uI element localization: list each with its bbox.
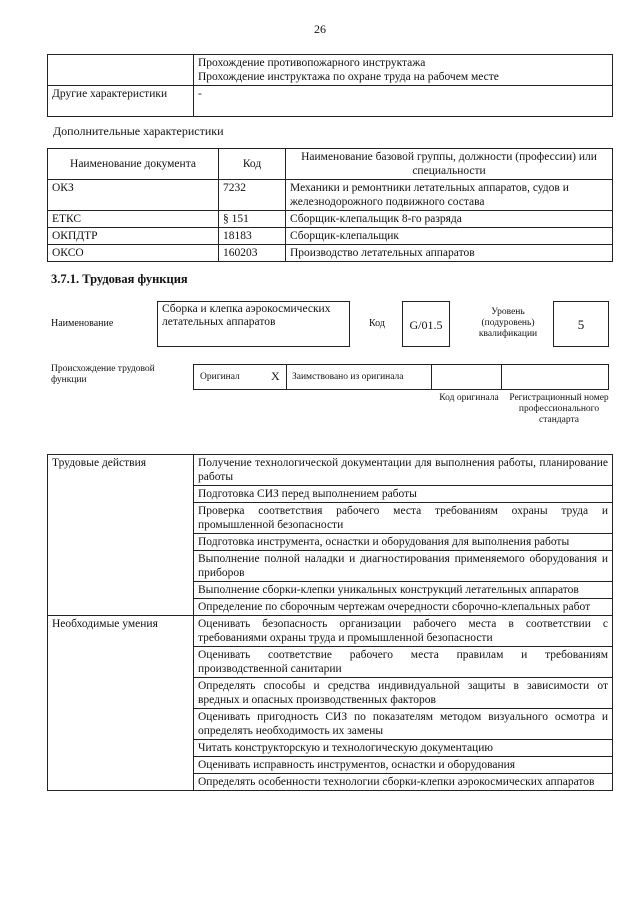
doc-code: 160203 bbox=[219, 245, 286, 262]
doc-description: Сборщик-клепальщик bbox=[286, 228, 613, 245]
column-header: Код bbox=[219, 149, 286, 180]
additional-characteristics-title: Дополнительные характеристики bbox=[53, 124, 224, 138]
list-item: Подготовка инструмента, оснастки и оборудования для выполнения работы bbox=[194, 534, 613, 551]
origin-box bbox=[193, 364, 609, 390]
section-label: Трудовые действия bbox=[48, 455, 194, 616]
doc-name: ОКСО bbox=[48, 245, 219, 262]
list-item: Выполнение сборки-клепки уникальных конструкций летательных аппаратов bbox=[194, 582, 613, 599]
borrowed-label: Заимствовано из оригинала bbox=[292, 372, 404, 382]
table-row bbox=[48, 616, 613, 647]
list-item: Выполнение полной наладки и диагностирования применяемого оборудования и приборов bbox=[194, 551, 613, 582]
list-item: Оценивать пригодность СИЗ по показателям методом визуального осмотра и определять необходимость их замены bbox=[194, 709, 613, 740]
name-label: Наименование bbox=[51, 318, 114, 329]
row-label: Другие характеристики bbox=[48, 86, 194, 117]
divider bbox=[501, 365, 502, 389]
list-item: Получение технологической документации для выполнения работы, планирование работы bbox=[194, 455, 613, 486]
table-row bbox=[48, 86, 613, 117]
row-value: - bbox=[194, 86, 613, 117]
column-header: Наименование документа bbox=[48, 149, 219, 180]
table-row bbox=[48, 245, 613, 262]
table-row bbox=[48, 180, 613, 211]
doc-name: ОКЗ bbox=[48, 180, 219, 211]
table-row bbox=[48, 55, 613, 86]
doc-description: Производство летательных аппаратов bbox=[286, 245, 613, 262]
section-label: Необходимые умения bbox=[48, 616, 194, 791]
row-label bbox=[48, 55, 194, 86]
table-row bbox=[48, 455, 613, 486]
list-item: Оценивать безопасность организации рабочего места в соответствии с требованиями охраны труда и промышленной безопасности bbox=[194, 616, 613, 647]
code-label: Код bbox=[369, 318, 385, 329]
origin-label: Происхождение трудовой функции bbox=[51, 364, 155, 385]
divider bbox=[431, 365, 432, 389]
table-row bbox=[48, 228, 613, 245]
original-label: Оригинал bbox=[200, 372, 240, 382]
list-item: Оценивать исправность инструментов, оснастки и оборудования bbox=[194, 757, 613, 774]
section-title: 3.7.1. Трудовая функция bbox=[51, 272, 188, 286]
level-box: 5 bbox=[553, 301, 609, 347]
list-item: Проверка соответствия рабочего места требованиям охраны труда и промышленной безопасности bbox=[194, 503, 613, 534]
list-item: Определять особенности технологии сборки-клепки аэрокосмических аппаратов bbox=[194, 774, 613, 791]
original-mark: X bbox=[271, 369, 280, 383]
doc-code: 18183 bbox=[219, 228, 286, 245]
list-item: Оценивать соответствие рабочего места правилам и требованиям производственной санитарии bbox=[194, 647, 613, 678]
column-header: Наименование базовой группы, должности (профессии) или специальности bbox=[286, 149, 613, 180]
code-original-caption: Код оригинала bbox=[439, 393, 499, 403]
level-label: Уровень (подуровень) квалификации bbox=[478, 307, 538, 339]
doc-code: 7232 bbox=[219, 180, 286, 211]
table-row bbox=[48, 211, 613, 228]
doc-description: Сборщик-клепальщик 8-го разряда bbox=[286, 211, 613, 228]
registration-caption: Регистрационный номер профессионального стандарта bbox=[509, 393, 609, 425]
doc-name: ЕТКС bbox=[48, 211, 219, 228]
function-name-box: Сборка и клепка аэрокосмических летательных аппаратов bbox=[157, 301, 350, 347]
doc-code: § 151 bbox=[219, 211, 286, 228]
labor-function-table bbox=[47, 454, 613, 791]
list-item: Подготовка СИЗ перед выполнением работы bbox=[194, 486, 613, 503]
page-number: 26 bbox=[314, 22, 326, 36]
divider bbox=[286, 365, 287, 389]
top-characteristics-table bbox=[47, 54, 613, 117]
list-item: Читать конструкторскую и технологическую документацию bbox=[194, 740, 613, 757]
table-header-row bbox=[48, 149, 613, 180]
list-item: Определение по сборочным чертежам очередности сборочно-клепальных работ bbox=[194, 599, 613, 616]
doc-description: Механики и ремонтники летательных аппаратов, судов и железнодорожного подвижного состава bbox=[286, 180, 613, 211]
instruction-line: Прохождение противопожарного инструктажа bbox=[198, 57, 426, 69]
instruction-line: Прохождение инструктажа по охране труда на рабочем месте bbox=[198, 71, 499, 83]
function-code-box: G/01.5 bbox=[402, 301, 450, 347]
documents-table bbox=[47, 148, 613, 262]
list-item: Определять способы и средства индивидуальной защиты в зависимости от вредных и опасных производственных факторов bbox=[194, 678, 613, 709]
doc-name: ОКПДТР bbox=[48, 228, 219, 245]
row-value bbox=[194, 55, 613, 86]
